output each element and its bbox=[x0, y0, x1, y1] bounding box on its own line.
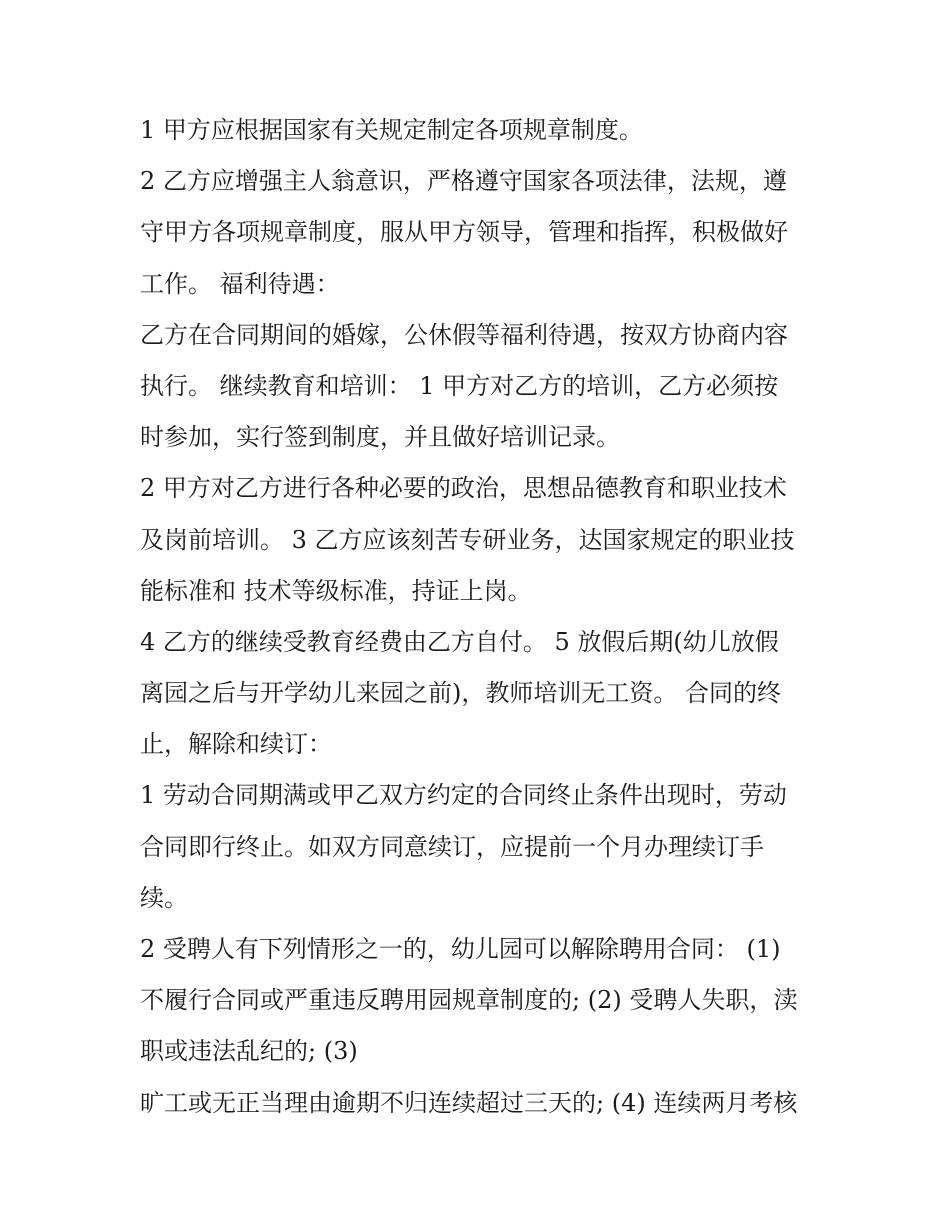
text-line: 守甲方各项规章制度，服从甲方领导，管理和指挥，积极做好 bbox=[140, 218, 788, 247]
text-line: 离园之后与开学幼儿来园之前)，教师培训无工资。 合同的终 bbox=[140, 679, 781, 708]
text-line: 2 甲方对乙方进行各种必要的政治，思想品德教育和职业技术 bbox=[140, 474, 787, 503]
text-line: 能标准和 技术等级标准，持证上岗。 bbox=[140, 576, 532, 605]
text-line: 乙方在合同期间的婚嫁，公休假等福利待遇，按双方协商内容 bbox=[140, 320, 788, 349]
text-line: 执行。 继续教育和培训： 1 甲方对乙方的培训，乙方必须按 bbox=[140, 371, 779, 400]
text-line: 2 乙方应增强主人翁意识，严格遵守国家各项法律，法规，遵 bbox=[140, 167, 787, 196]
text-line: 4 乙方的继续受教育经费由乙方自付。 5 放假后期(幼儿放假 bbox=[140, 627, 779, 656]
text-line: 续。 bbox=[140, 883, 188, 912]
text-line: 及岗前培训。 3 乙方应该刻苦专研业务，达国家规定的职业技 bbox=[140, 525, 795, 554]
contract-text bbox=[140, 105, 820, 1129]
text-line: 工作。 福利待遇： bbox=[140, 269, 340, 298]
text-line: 2 受聘人有下列情形之一的，幼儿园可以解除聘用合同： (1) bbox=[140, 935, 781, 963]
text-line: 1 甲方应根据国家有关规定制定各项规章制度。 bbox=[140, 116, 643, 144]
text-line: 时参加，实行签到制度，并且做好培训记录。 bbox=[140, 423, 620, 452]
text-line: 旷工或无正当理由逾期不归连续超过三天的; (4) 连续两月考核 bbox=[140, 1088, 798, 1117]
text-line: 止，解除和续订： bbox=[140, 730, 332, 759]
text-line: 职或违法乱纪的; (3) bbox=[140, 1037, 358, 1066]
text-line: 1 劳动合同期满或甲乙双方约定的合同终止条件出现时，劳动 bbox=[140, 781, 787, 810]
text-line: 不履行合同或严重违反聘用园规章制度的; (2) 受聘人失职，渎 bbox=[140, 986, 798, 1015]
text-line: 合同即行终止。如双方同意续订，应提前一个月办理续订手 bbox=[140, 832, 764, 861]
